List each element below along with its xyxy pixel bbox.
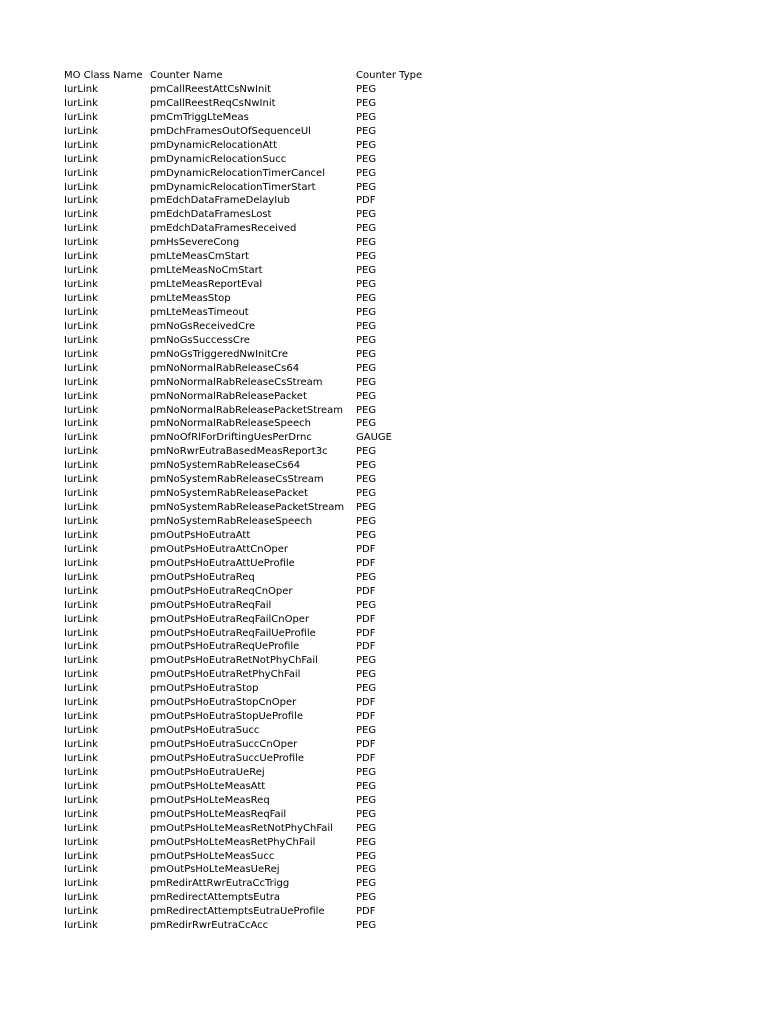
counter-type-cell: PEG [356, 571, 377, 583]
mo-class-name-cell: IurLink [64, 641, 98, 653]
table-row [64, 139, 476, 153]
counter-name-cell: pmNoNormalRabReleaseSpeech [150, 418, 311, 430]
counter-name-cell: pmOutPsHoLteMeasRetPhyChFail [150, 836, 316, 848]
table-row [64, 808, 476, 822]
counter-type-cell: PEG [356, 822, 377, 834]
table-row [64, 710, 476, 724]
mo-class-name-cell: IurLink [64, 362, 98, 374]
counter-name-cell: pmOutPsHoEutraStopUeProfile [150, 711, 304, 723]
mo-class-name-cell: IurLink [64, 529, 98, 541]
counter-name-cell: pmOutPsHoEutraRetNotPhyChFail [150, 655, 318, 667]
table-row [64, 390, 476, 404]
mo-class-name-cell: IurLink [64, 167, 98, 179]
table-row [64, 250, 476, 264]
counter-type-cell: PDF [356, 195, 376, 207]
table-row [64, 487, 476, 501]
counter-name-cell: pmCallReestReqCsNwInit [150, 97, 276, 109]
counter-type-cell: PEG [356, 334, 377, 346]
counter-type-cell: PEG [356, 376, 377, 388]
table-row [64, 459, 476, 473]
counter-type-cell: PEG [356, 878, 377, 890]
table-row [64, 362, 476, 376]
counter-type-cell: PEG [356, 125, 377, 137]
counter-name-cell: pmNoSystemRabReleasePacket [150, 488, 308, 500]
mo-class-name-cell: IurLink [64, 864, 98, 876]
mo-class-name-cell: IurLink [64, 265, 98, 277]
counter-name-cell: pmOutPsHoEutraAttUeProfile [150, 557, 295, 569]
counter-type-cell: PEG [356, 153, 377, 165]
table-row [64, 696, 476, 710]
counter-type-cell: PEG [356, 209, 377, 221]
counter-name-cell: pmOutPsHoLteMeasReqFail [150, 808, 287, 820]
mo-class-name-cell: IurLink [64, 209, 98, 221]
counter-name-cell: pmLteMeasStop [150, 293, 231, 304]
table-row [64, 320, 476, 334]
counter-type-cell: PEG [356, 167, 377, 179]
counter-name-cell: pmCallReestAttCsNwInit [150, 83, 272, 95]
table-row [64, 417, 476, 431]
table-row [64, 83, 476, 97]
counter-type-cell: PDF [356, 543, 376, 555]
counter-type-cell: PEG [356, 139, 377, 151]
mo-class-name-cell: IurLink [64, 739, 98, 750]
mo-class-name-cell: IurLink [64, 181, 98, 193]
counter-type-cell: PEG [356, 488, 377, 500]
counter-name-cell: pmOutPsHoEutraRetPhyChFail [150, 669, 301, 681]
counter-name-cell: pmOutPsHoLteMeasRetNotPhyChFail [150, 822, 333, 834]
counter-type-cell: PEG [356, 404, 377, 416]
counter-name-cell: pmDynamicRelocationAtt [150, 139, 278, 151]
table-row [64, 877, 476, 891]
counter-name-cell: pmLteMeasNoCmStart [150, 265, 263, 277]
counter-name-cell: pmLteMeasCmStart [150, 251, 250, 263]
counter-name-cell: pmOutPsHoEutraAttCnOper [150, 543, 289, 555]
counter-type-cell: PEG [356, 97, 377, 109]
counter-type-cell: PEG [356, 808, 377, 820]
table-row [64, 153, 476, 167]
table-row [64, 348, 476, 362]
mo-class-name-cell: IurLink [64, 655, 98, 667]
table-row [64, 668, 476, 682]
counter-type-cell: PEG [356, 279, 377, 291]
counter-name-cell: pmRedirRwrEutraCcAcc [150, 920, 269, 932]
mo-class-name-cell: IurLink [64, 195, 98, 207]
counter-type-cell: PEG [356, 892, 377, 904]
mo-class-name-cell: IurLink [64, 279, 98, 291]
counter-type-cell: PEG [356, 836, 377, 848]
mo-class-name-cell: IurLink [64, 752, 98, 764]
counter-name-cell: pmOutPsHoEutraReq [150, 571, 255, 583]
table-row [64, 613, 476, 627]
counter-name-cell: pmNoSystemRabReleasePacketStream [150, 502, 345, 514]
counter-name-cell: pmRedirectAttemptsEutraUeProfile [150, 906, 325, 918]
counter-type-cell: PDF [356, 557, 376, 569]
table-row [64, 557, 476, 571]
counter-type-cell: PEG [356, 111, 377, 123]
counter-type-cell: PEG [356, 237, 377, 249]
counter-type-cell: PEG [356, 864, 377, 876]
table-row [64, 905, 476, 919]
table-row [64, 306, 476, 320]
counter-type-cell: PEG [356, 251, 377, 263]
table-row [64, 891, 476, 905]
counter-type-cell: PEG [356, 320, 377, 332]
counter-type-cell: PEG [356, 683, 377, 695]
counter-name-cell: pmNoSystemRabReleaseCsStream [150, 474, 324, 486]
counter-type-cell: PEG [356, 223, 377, 235]
counter-type-cell: PEG [356, 390, 377, 402]
table-row [64, 278, 476, 292]
mo-class-name-cell: IurLink [64, 125, 98, 137]
counter-type-cell: PDF [356, 752, 376, 764]
mo-class-name-cell: IurLink [64, 251, 98, 263]
mo-class-name-cell: IurLink [64, 334, 98, 346]
counter-name-cell: pmOutPsHoEutraReqFailCnOper [150, 613, 310, 625]
counter-name-cell: pmOutPsHoLteMeasAtt [150, 780, 266, 792]
counter-name-cell: pmOutPsHoLteMeasReq [150, 794, 270, 806]
counter-type-cell: PEG [356, 362, 377, 374]
mo-class-name-cell: IurLink [64, 557, 98, 569]
counter-type-cell: PDF [356, 697, 376, 709]
mo-class-name-cell: IurLink [64, 669, 98, 681]
mo-class-name-cell: IurLink [64, 906, 98, 918]
counter-name-cell: pmOutPsHoLteMeasUeRej [150, 864, 280, 876]
header-counter-name: Counter Name [150, 70, 223, 81]
mo-class-name-cell: IurLink [64, 697, 98, 709]
counter-name-cell: pmOutPsHoEutraStop [150, 683, 259, 695]
table-row [64, 738, 476, 752]
mo-class-name-cell: IurLink [64, 488, 98, 500]
mo-class-name-cell: IurLink [64, 585, 98, 597]
table-row [64, 850, 476, 864]
table-row [64, 599, 476, 613]
counter-type-cell: PEG [356, 725, 377, 737]
table-row [64, 236, 476, 250]
mo-class-name-cell: IurLink [64, 348, 98, 360]
mo-class-name-cell: IurLink [64, 223, 98, 235]
counter-name-cell: pmNoSystemRabReleaseCs64 [150, 460, 301, 472]
counter-name-cell: pmOutPsHoEutraSucc [150, 725, 260, 737]
counter-type-cell: PEG [356, 516, 377, 527]
table-row [64, 585, 476, 599]
mo-class-name-cell: IurLink [64, 153, 98, 165]
counter-name-cell: pmLteMeasReportEval [150, 279, 263, 291]
header-counter-type: Counter Type [356, 70, 423, 81]
counter-name-cell: pmNoGsSuccessCre [150, 334, 250, 346]
mo-class-name-cell: IurLink [64, 390, 98, 402]
counter-type-cell: PEG [356, 474, 377, 486]
table-row [64, 125, 476, 139]
counter-type-cell: PEG [356, 306, 377, 318]
counter-name-cell: pmNoNormalRabReleasePacketStream [150, 404, 344, 416]
table-row [64, 529, 476, 543]
counter-type-cell: GAUGE [356, 432, 392, 444]
counter-name-cell: pmOutPsHoEutraUeRej [150, 766, 265, 778]
table-body [64, 83, 476, 933]
mo-class-name-cell: IurLink [64, 83, 98, 95]
counter-name-cell: pmDynamicRelocationTimerCancel [150, 167, 325, 179]
counter-table-page [64, 69, 744, 933]
table-row [64, 501, 476, 515]
mo-class-name-cell: IurLink [64, 446, 98, 458]
counter-type-cell: PEG [356, 418, 377, 430]
table-row [64, 919, 476, 933]
mo-class-name-cell: IurLink [64, 237, 98, 249]
counter-name-cell: pmNoGsTriggeredNwInitCre [150, 348, 289, 360]
counter-name-cell: pmNoSystemRabReleaseSpeech [150, 516, 313, 527]
mo-class-name-cell: IurLink [64, 306, 98, 318]
counter-type-cell: PDF [356, 613, 376, 625]
counter-name-cell: pmOutPsHoEutraSuccCnOper [150, 739, 298, 750]
counter-name-cell: pmRedirAttRwrEutraCcTrigg [150, 878, 290, 890]
mo-class-name-cell: IurLink [64, 516, 98, 527]
table-row [64, 334, 476, 348]
mo-class-name-cell: IurLink [64, 878, 98, 890]
counter-name-cell: pmCmTriggLteMeas [150, 111, 249, 123]
mo-class-name-cell: IurLink [64, 599, 98, 611]
counter-name-cell: pmOutPsHoEutraReqUeProfile [150, 641, 300, 653]
counter-name-cell: pmEdchDataFramesLost [150, 209, 272, 221]
mo-class-name-cell: IurLink [64, 794, 98, 806]
mo-class-name-cell: IurLink [64, 460, 98, 472]
table-row [64, 431, 476, 445]
counter-name-cell: pmNoGsReceivedCre [150, 320, 256, 332]
table-row [64, 181, 476, 195]
table-row [64, 780, 476, 794]
counter-name-cell: pmDynamicRelocationSucc [150, 153, 287, 165]
counter-name-cell: pmRedirectAttemptsEutra [150, 892, 281, 904]
table-row [64, 822, 476, 836]
counter-name-cell: pmDchFramesOutOfSequenceUl [150, 125, 311, 137]
table-row [64, 208, 476, 222]
counter-type-cell: PDF [356, 641, 376, 653]
counter-name-cell: pmNoNormalRabReleaseCsStream [150, 376, 323, 388]
counter-name-cell: pmOutPsHoEutraReqFailUeProfile [150, 627, 316, 639]
mo-class-name-cell: IurLink [64, 766, 98, 778]
counter-type-cell: PEG [356, 348, 377, 360]
counter-type-cell: PDF [356, 627, 376, 639]
counter-type-cell: PEG [356, 599, 377, 611]
mo-class-name-cell: IurLink [64, 97, 98, 109]
counter-name-cell: pmHsSevereCong [150, 237, 240, 249]
table-row [64, 473, 476, 487]
mo-class-name-cell: IurLink [64, 711, 98, 723]
table-row [64, 766, 476, 780]
counter-name-cell: pmEdchDataFrameDelayIub [150, 195, 290, 207]
counter-type-cell: PEG [356, 655, 377, 667]
mo-class-name-cell: IurLink [64, 139, 98, 151]
mo-class-name-cell: IurLink [64, 418, 98, 430]
counter-table [64, 69, 476, 933]
counter-name-cell: pmLteMeasTimeout [150, 306, 249, 318]
mo-class-name-cell: IurLink [64, 683, 98, 695]
table-row [64, 543, 476, 557]
table-row [64, 794, 476, 808]
table-row [64, 654, 476, 668]
table-row [64, 111, 476, 125]
counter-name-cell: pmNoOfRlForDriftingUesPerDrnc [150, 432, 312, 444]
counter-name-cell: pmOutPsHoEutraSuccUeProfile [150, 752, 304, 764]
counter-type-cell: PDF [356, 585, 376, 597]
counter-type-cell: PEG [356, 794, 377, 806]
counter-type-cell: PEG [356, 669, 377, 681]
header-row [64, 69, 476, 83]
table-row [64, 627, 476, 641]
mo-class-name-cell: IurLink [64, 404, 98, 416]
mo-class-name-cell: IurLink [64, 502, 98, 514]
counter-name-cell: pmNoNormalRabReleaseCs64 [150, 362, 300, 374]
mo-class-name-cell: IurLink [64, 376, 98, 388]
mo-class-name-cell: IurLink [64, 543, 98, 555]
counter-name-cell: pmNoRwrEutraBasedMeasReport3c [150, 446, 328, 458]
counter-name-cell: pmNoNormalRabReleasePacket [150, 390, 307, 402]
table-row [64, 376, 476, 390]
mo-class-name-cell: IurLink [64, 808, 98, 820]
mo-class-name-cell: IurLink [64, 474, 98, 486]
counter-name-cell: pmOutPsHoLteMeasSucc [150, 850, 275, 862]
counter-type-cell: PEG [356, 502, 377, 514]
counter-type-cell: PDF [356, 739, 376, 750]
table-header [64, 69, 476, 83]
mo-class-name-cell: IurLink [64, 320, 98, 332]
table-row [64, 682, 476, 696]
mo-class-name-cell: IurLink [64, 850, 98, 862]
table-row [64, 863, 476, 877]
counter-name-cell: pmOutPsHoEutraStopCnOper [150, 697, 297, 709]
counter-type-cell: PEG [356, 293, 377, 304]
counter-type-cell: PEG [356, 529, 377, 541]
counter-name-cell: pmOutPsHoEutraReqCnOper [150, 585, 293, 597]
mo-class-name-cell: IurLink [64, 111, 98, 123]
table-row [64, 292, 476, 306]
table-row [64, 515, 476, 529]
mo-class-name-cell: IurLink [64, 432, 98, 444]
table-row [64, 571, 476, 585]
table-row [64, 445, 476, 459]
mo-class-name-cell: IurLink [64, 920, 98, 932]
mo-class-name-cell: IurLink [64, 822, 98, 834]
counter-type-cell: PEG [356, 766, 377, 778]
table-row [64, 194, 476, 208]
mo-class-name-cell: IurLink [64, 627, 98, 639]
counter-type-cell: PEG [356, 446, 377, 458]
counter-type-cell: PEG [356, 181, 377, 193]
mo-class-name-cell: IurLink [64, 836, 98, 848]
table-row [64, 222, 476, 236]
table-row [64, 404, 476, 418]
counter-type-cell: PEG [356, 920, 377, 932]
counter-type-cell: PEG [356, 780, 377, 792]
table-row [64, 724, 476, 738]
counter-type-cell: PEG [356, 460, 377, 472]
mo-class-name-cell: IurLink [64, 892, 98, 904]
header-mo-class-name: MO Class Name [64, 70, 143, 81]
table-row [64, 167, 476, 181]
counter-name-cell: pmOutPsHoEutraReqFail [150, 599, 272, 611]
mo-class-name-cell: IurLink [64, 293, 98, 304]
mo-class-name-cell: IurLink [64, 780, 98, 792]
table-row [64, 264, 476, 278]
counter-type-cell: PDF [356, 906, 376, 918]
counter-name-cell: pmOutPsHoEutraAtt [150, 529, 251, 541]
table-row [64, 752, 476, 766]
counter-type-cell: PEG [356, 83, 377, 95]
counter-name-cell: pmDynamicRelocationTimerStart [150, 181, 316, 193]
counter-type-cell: PEG [356, 265, 377, 277]
counter-type-cell: PEG [356, 850, 377, 862]
table-row [64, 640, 476, 654]
table-row [64, 836, 476, 850]
table-row [64, 97, 476, 111]
mo-class-name-cell: IurLink [64, 613, 98, 625]
mo-class-name-cell: IurLink [64, 725, 98, 737]
counter-name-cell: pmEdchDataFramesReceived [150, 223, 297, 235]
mo-class-name-cell: IurLink [64, 571, 98, 583]
counter-type-cell: PDF [356, 711, 376, 723]
